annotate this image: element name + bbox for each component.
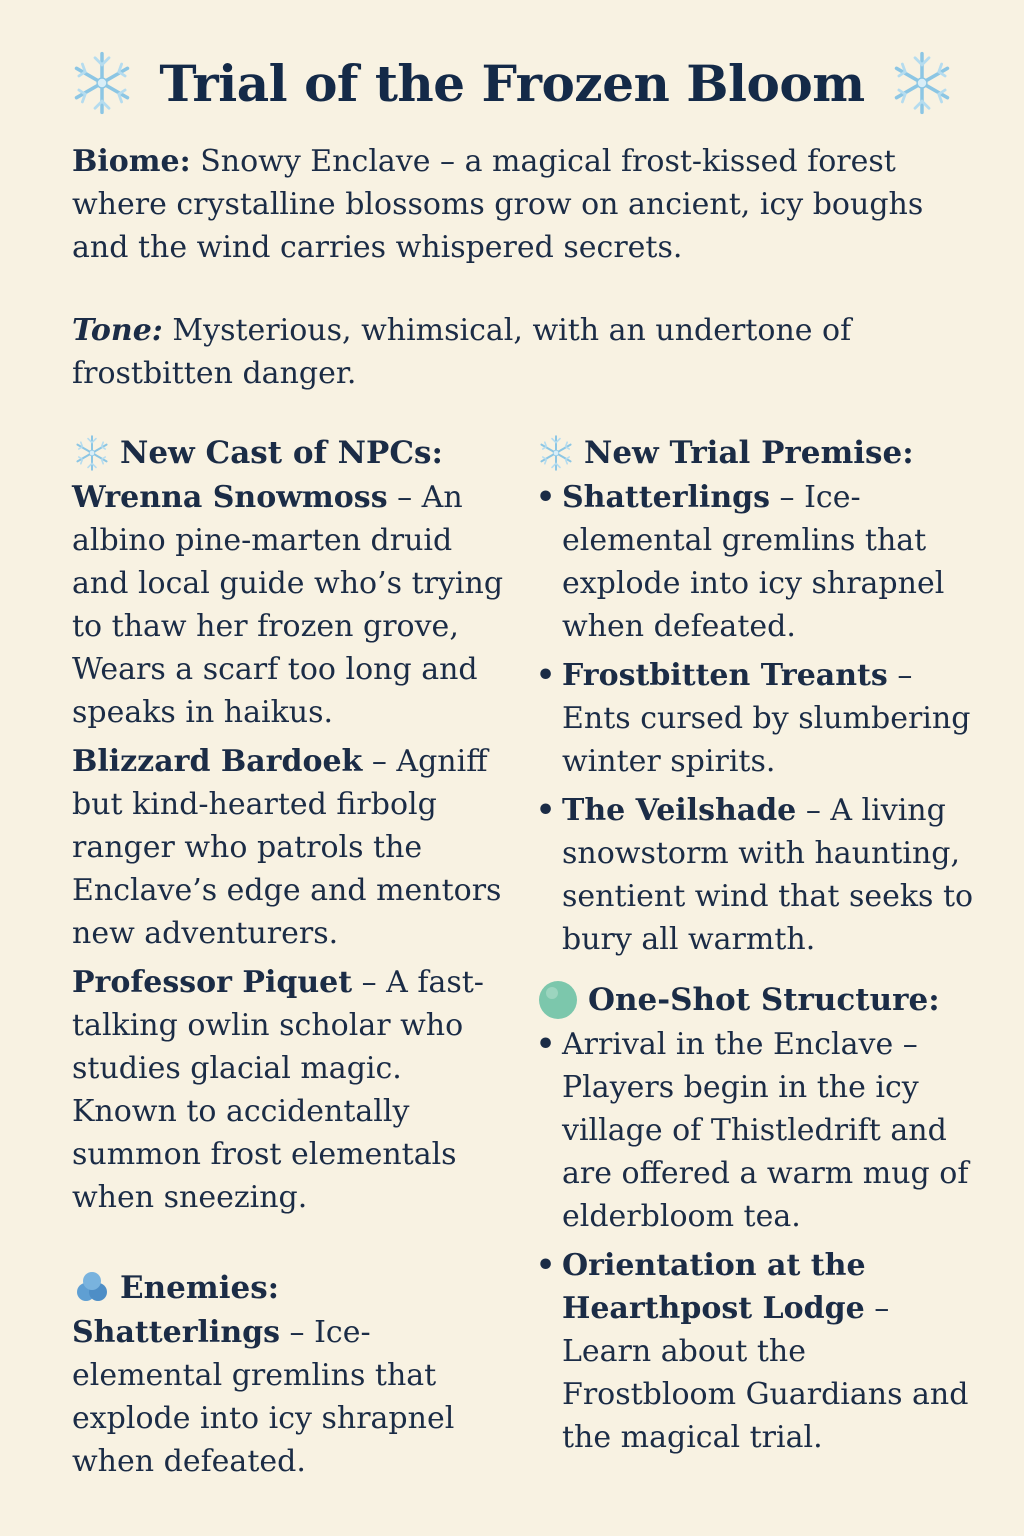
structure-item [536,1244,976,1459]
intro [72,140,972,395]
green-orb-icon [536,978,580,1022]
enemy-desc: – Ice-elemental gremlins that explode into icy shrapnel when defeated. [72,1315,455,1479]
bullet: • [536,1248,556,1283]
biome-paragraph [72,140,972,269]
tone-paragraph [72,309,972,395]
left-column [72,430,512,1489]
enemy-name: Shatterlings [72,1315,280,1350]
premise-name: Shatterlings [562,480,770,515]
npcs-heading-text: New Cast of NPCs: [120,434,443,471]
enemy-entry [72,1311,512,1483]
enemies-heading-text: Enemies: [120,1269,280,1306]
bullet: • [536,1027,556,1062]
title-row [0,38,1024,128]
premise-item [536,476,976,648]
structure-desc: – Learn about the Frostbloom Guardians and the magical trial. [562,1291,969,1455]
premise-desc: – Ice-elemental gremlins that explode into icy shrapnel when defeated. [562,480,945,644]
snowflake-icon [887,48,957,118]
npc-name: Professor Piquet [72,965,353,1000]
tone-text: Mysterious, whimsical, with an undertone of frostbitten danger. [72,313,852,391]
premise-name: Frostbitten Treants [562,658,888,693]
premise-heading-text: New Trial Premise: [584,434,914,471]
biome-label: Biome: [72,144,191,179]
snowflake-icon [67,48,137,118]
premise-item [536,789,976,961]
npc-name: Wrenna Snowmoss [72,480,388,515]
page-title: Trial of the Frozen Bloom [159,53,865,113]
blue-cluster-icon [72,1268,112,1308]
snowflake-icon [536,433,576,473]
npc-entry [72,961,512,1219]
enemies-heading [72,1265,512,1311]
premise-name: The Veilshade [562,793,797,828]
npc-name: Blizzard Bardoek [72,744,363,779]
premise-desc: – Ents cursed by slumbering winter spirits. [562,658,971,779]
structure-heading-text: One-Shot Structure: [588,981,940,1018]
structure-item [536,1023,976,1238]
biome-text: Snowy Enclave – a magical frost-kissed forest where crystalline blossoms grow on ancient, icy boughs and the wind carries whispered secrets. [72,144,924,265]
bullet: • [536,480,556,515]
npcs-heading [72,430,512,476]
npc-desc: – An albino pine-marten druid and local guide who’s trying to thaw her frozen grove, Wears a scarf too long and speaks in haikus. [72,480,504,730]
snowflake-icon [72,433,112,473]
npc-entry [72,476,512,734]
tone-label: Tone: [72,313,163,348]
premise-item [536,654,976,783]
npc-desc: – A fast-talking owlin scholar who studies glacial magic. Known to accidentally summon frost elementals when sneezing. [72,965,484,1215]
structure-desc: Arrival in the Enclave – Players begin in the icy village of Thistledrift and are offered a warm mug of elderbloom tea. [562,1027,969,1234]
npc-desc: – Agniff but kind-hearted firbolg ranger who patrols the Enclave’s edge and mentors new adventurers. [72,744,502,951]
structure-name: Orientation at the Hearthpost Lodge [562,1248,866,1326]
bullet: • [536,793,556,828]
bullet: • [536,658,556,693]
structure-heading [536,977,976,1023]
premise-desc: – A living snowstorm with haunting, sentient wind that seeks to bury all warmth. [562,793,974,957]
premise-heading [536,430,976,476]
npc-entry [72,740,512,955]
right-column [536,430,976,1465]
